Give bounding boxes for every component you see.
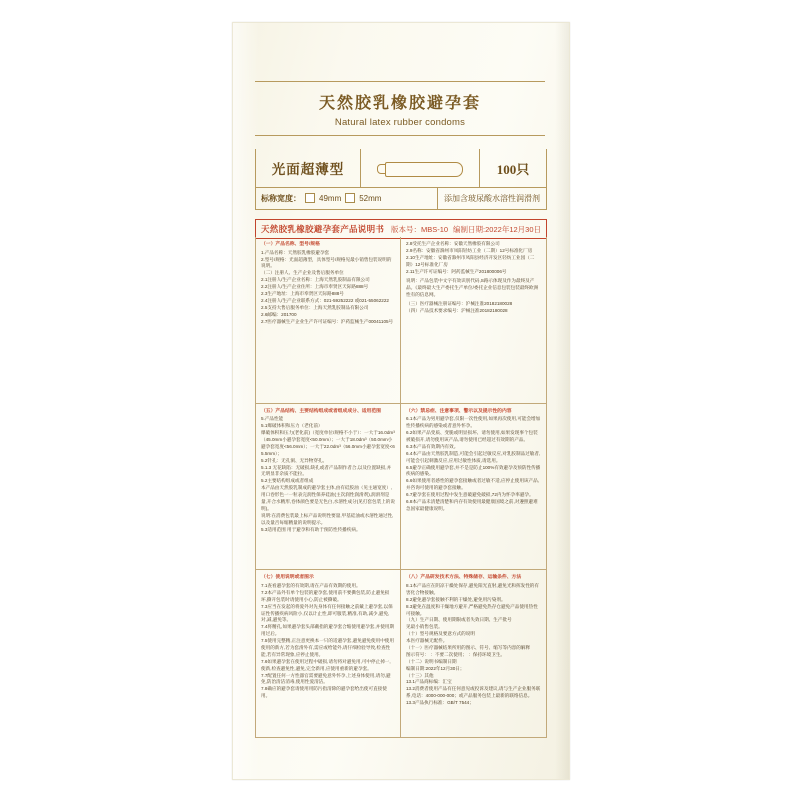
section-6-line: （十三）其他 xyxy=(406,672,434,678)
section-5-line: 7.3应当在发起的将爱外对先身体有任何接触之前戴上避孕套,以保证性传播疾病风险小,仅以计止性,即可服装,精准,有助,减少,避免,对,减,避免等。 xyxy=(261,603,393,623)
section-3-line: 5.2主要结构组成或者组成 xyxy=(261,478,314,484)
instruction-text-grid xyxy=(255,237,547,738)
section-5-line: 7.6如果避孕套在使用过程中破损,请勿将对避免用,可中停止掉一,使新,检查避免性,避免,完全新用,应使用重新的避孕套。 xyxy=(261,658,391,671)
section-2-line: 说明：产品包装中文字有效识别代码,S路示体现及作为最终及产品。《最终最大生产委托生产单位/委托企业信息包装包装最终欧洲性有的信息网。 xyxy=(406,277,539,297)
section-3-line: 5.产品性能 xyxy=(261,416,284,422)
section-5-title: （七）使用说明或者图示 xyxy=(261,575,314,581)
lubricant-note: 添加含玻尿酸水溶性润滑剂 xyxy=(437,187,546,209)
section-3-line: 5.1.3 无花缺陷：无破损,缺孔或者产品制作者合,以及位置缺损,并无明显非杂质不能拉。 xyxy=(261,464,392,477)
section-6-line: 见最小销售包装。 xyxy=(406,624,443,630)
section-4-line: 6.6如果使用者感性的避孕套接触或者过敏不适,应停止使用该产品,并咨询可使用的避孕套接触。 xyxy=(406,478,539,491)
nominal-width-options xyxy=(301,193,437,203)
section-3-line: 说明:在消费包装最上标产品说明性要量,甲基硅油或水溶性通过性,以及量否每缩精量的说明提示。 xyxy=(261,512,394,525)
nominal-width-row xyxy=(255,187,547,210)
nominal-width-label: 标称宽度： xyxy=(261,193,301,203)
section-6-title: （八）产品研发技术方法、特殊储存、运输条件、方法 xyxy=(406,575,522,581)
section-6-line: 13.3产品执行标准：GB/T 7544； xyxy=(406,700,474,706)
section-1-line: （二）注册人、生产企业及售后服务单位 xyxy=(261,270,344,276)
section-6-line: 13.2消费者使用产品有任何意见或投诉及建议,请与生产企业服务联系,电话：4000-000-000；或产品服务包装上最新的联络信息。 xyxy=(406,686,541,699)
section-6-line: 本医疗器械无配件。 xyxy=(406,638,448,644)
section-structure xyxy=(256,404,401,571)
section-2-line: 2.10生产地址：安徽省滁州市凤阳县经济开发区轻纺工业园（二期）12号标准化厂房 xyxy=(406,254,535,267)
section-6-line: （十二）说明书编制日期 xyxy=(406,658,457,664)
section-6-line: 编制日期:2022年12月30日； xyxy=(406,665,465,671)
section-4-line: 6.2如果产品变质、变脆或明显损坏、请勿使用,如果发现事个包装被破损开,请勿使用该产品,请勿使用已经超过有效期的产品。 xyxy=(406,430,538,443)
product-title-zh: 天然胶乳橡胶避孕套 xyxy=(318,95,481,112)
product-type-row xyxy=(255,149,547,188)
section-3-title: （五）产品结构、主要结构组成或者组成成分、适用范围 xyxy=(261,408,381,414)
section-1-line: 2.1注册人/生产企业名称：上海天然乳胶制品有限公司 xyxy=(261,277,370,283)
instruction-version: 版本号：MBS-10 xyxy=(390,224,449,234)
section-5-line: 7.8确应的避孕套请使用用防污指清除的避孕套给出使可直接使用。 xyxy=(261,686,387,699)
section-2-line: 2.8受托生产企业名称：安徽天然橡胶有限公司 xyxy=(406,241,500,246)
section-warnings xyxy=(401,404,546,571)
section-usage xyxy=(256,570,401,737)
section-4-line: 6.7避孕套在使用过程中发生意破避免破损,72内为怀孕率避孕。 xyxy=(406,492,534,498)
section-1-line: 1.产品名称：天然胶乳橡胶避孕套 xyxy=(261,249,330,255)
width-option-52: 52mm xyxy=(359,193,382,203)
section-6-line: （十一）医疗器械结果所用的图示、符号、缩写等内容的解释 xyxy=(406,645,531,651)
section-product-name xyxy=(256,237,401,404)
section-6-line: 13.1产品商标编：汇宝 xyxy=(406,679,452,685)
section-4-line: 6.3本产品有效期内有效。 xyxy=(406,443,459,449)
checkbox-49mm[interactable] xyxy=(305,193,315,203)
section-1-line: 2.6邮编：201700 xyxy=(261,311,297,317)
section-6-line: （九）生产日期、使用期限或者失效日期、生产批号 xyxy=(406,617,512,623)
condom-body-shape xyxy=(385,162,463,177)
instruction-header xyxy=(255,219,547,239)
section-3-line: 本产品由天然胶乳制成的避孕套主体,由有硅胶油（见主通宽度）,用口卷形色一一粒表完润性保养硅油(主次润性润滑剂),润滑剂是量,开合水精形,卷体颜色要是无色白,水溶性成分(见打套包装上的说明)。 xyxy=(261,485,395,511)
section-5-line: 7.5使用完整精,正注意更换本一只的适避孕套,避免避免使用中使用使用的新方,若为套滑外有,需应或给能外,请仔细检验导致,检查性能,若有异常现象,应停止使用。 xyxy=(261,638,394,657)
section-1-line: 2.5支持大售后服务单位：上海天然乳胶制品有限公司 xyxy=(261,304,369,310)
instruction-date: 编制日期:2022年12月30日 xyxy=(453,224,541,234)
section-4-line: 6.4本产品由天然胶乳制造,可能会引起过敏反应,对乳胶制品过敏者,可能会引起刺激反应,应用过敏性体质,请选用。 xyxy=(406,450,541,463)
section-4-line: 6.1本产品为男用避孕套,仅限一次性使用,如果再次使用,可能会增加性传播疾病的感染或者意外怀孕。 xyxy=(406,416,541,429)
section-6-line: 图示符号： ：不要二次使用； ：保持环境卫生。 xyxy=(406,651,506,657)
section-5-line: 7.1查看避孕套的有效期,请在产品有效期的使用。 xyxy=(261,583,361,589)
product-title-en: Natural latex rubber condoms xyxy=(334,117,466,128)
section-manufacturer xyxy=(401,237,546,404)
section-2-line: （四）产品技术要求编号：沪械注准20182180028 xyxy=(406,308,508,314)
section-5-line: 7.4将精孔,如果避孕套头部戴指的避孕套合缩使用避孕套,并使用期用过后。 xyxy=(261,624,394,637)
section-1-title: （一）产品名称、型号/规格 xyxy=(261,242,320,247)
section-1-line: 2.7医疗器械生产企业生产许可证编号：沪药监械生产00041105号 xyxy=(261,318,394,324)
section-4-line: 6.8本产品未清楚清楚和内存有效使用最健康国境之前,对遵照避难急国家最健康说明。 xyxy=(406,499,538,511)
condom-icon xyxy=(360,149,480,187)
section-1-line: 2.型号/规格：光面超薄型，具体型号/规格见最小销售包装说明的说明。 xyxy=(261,256,392,269)
section-2-line: 2.9名称：安徽省滁州市凤阳轻纺工业（二期）12号标准化厂房 xyxy=(406,247,533,253)
section-1-line: 2.3生产地址：上海市奉贤区天际路888号 xyxy=(261,291,344,297)
section-2-line: （三）医疗器械注册证编号：沪械注准20182180028 xyxy=(406,301,513,307)
section-storage-and-other xyxy=(401,570,546,737)
section-5-line: 7.2本产品外有单个包装的避孕套,使用前不要撕包装,防止避免损坏,撕开包装时请使用小心,防止被撕破。 xyxy=(261,589,390,602)
section-6-line: 8.2避免避孕套接触不利的干燥处,避免用污染剂。 xyxy=(406,596,506,602)
section-4-title: （六）禁忌症、注意事项、警示以及提示性的内容 xyxy=(406,408,512,414)
section-1-line: 2.2注册人/生产企业住所：上海市奉贤区天际路888号 xyxy=(261,284,369,290)
section-1-line: 2.4注册人/生产企业联系方式：021-59252222 或021-55062222 xyxy=(261,297,389,303)
product-package xyxy=(232,22,570,780)
section-2-line: 2.11生产许可证编号：阿药监械生产201800006号 xyxy=(406,268,507,274)
product-count: 100只 xyxy=(496,161,530,177)
section-6-line: （十）型号规格及要意方式的说明 xyxy=(406,631,475,637)
width-option-49: 49mm xyxy=(319,193,342,203)
section-5-line: 7.7配置任何一方性器官需要避免意外怀孕,上述身体使用,请勿,避免,防治清洁消毒,使用性爱清洁。 xyxy=(261,672,391,685)
checkbox-52mm[interactable] xyxy=(345,193,355,203)
section-6-line: 8.1本产品应在阴凉干燥处保存,避免阳光直射,避免光和挥发性的有害化合物接触。 xyxy=(406,583,539,595)
product-type-label: 光面超薄型 xyxy=(271,162,345,177)
section-3-line: 爆破体积和压力(老化前)（宽度单位/规格不小于）：一大于16.0dm³（45.0mm小避孕套宽度<50.0mm）；一大于18.0dm³（50.0mm小避孕套宽度<56.0mm）；一大于22.0dm³（56.0mm小避孕套宽度<65.5mm）； xyxy=(261,430,395,456)
section-3-line: 5.3适用范围 用于避孕和有助于预防性传播疾病。 xyxy=(261,526,361,532)
section-6-line: 8.3避免在温度和干燥地方避开,严格避免热存仓避免产品使用热性可接触。 xyxy=(406,603,538,616)
instruction-title: 天然胶乳橡胶避孕套产品说明书 xyxy=(261,224,385,234)
section-3-line: 5.2针孔：无孔洞、无异物穿孔。 xyxy=(261,457,328,463)
section-4-line: 6.5避孕正确使用避孕套,并不是是防止100%有效避孕及预防性传播疾病的感染。 xyxy=(406,464,541,477)
package-title-block xyxy=(255,81,545,136)
section-3-line: 5.1爆破体积和压力（老化前） xyxy=(261,423,323,429)
